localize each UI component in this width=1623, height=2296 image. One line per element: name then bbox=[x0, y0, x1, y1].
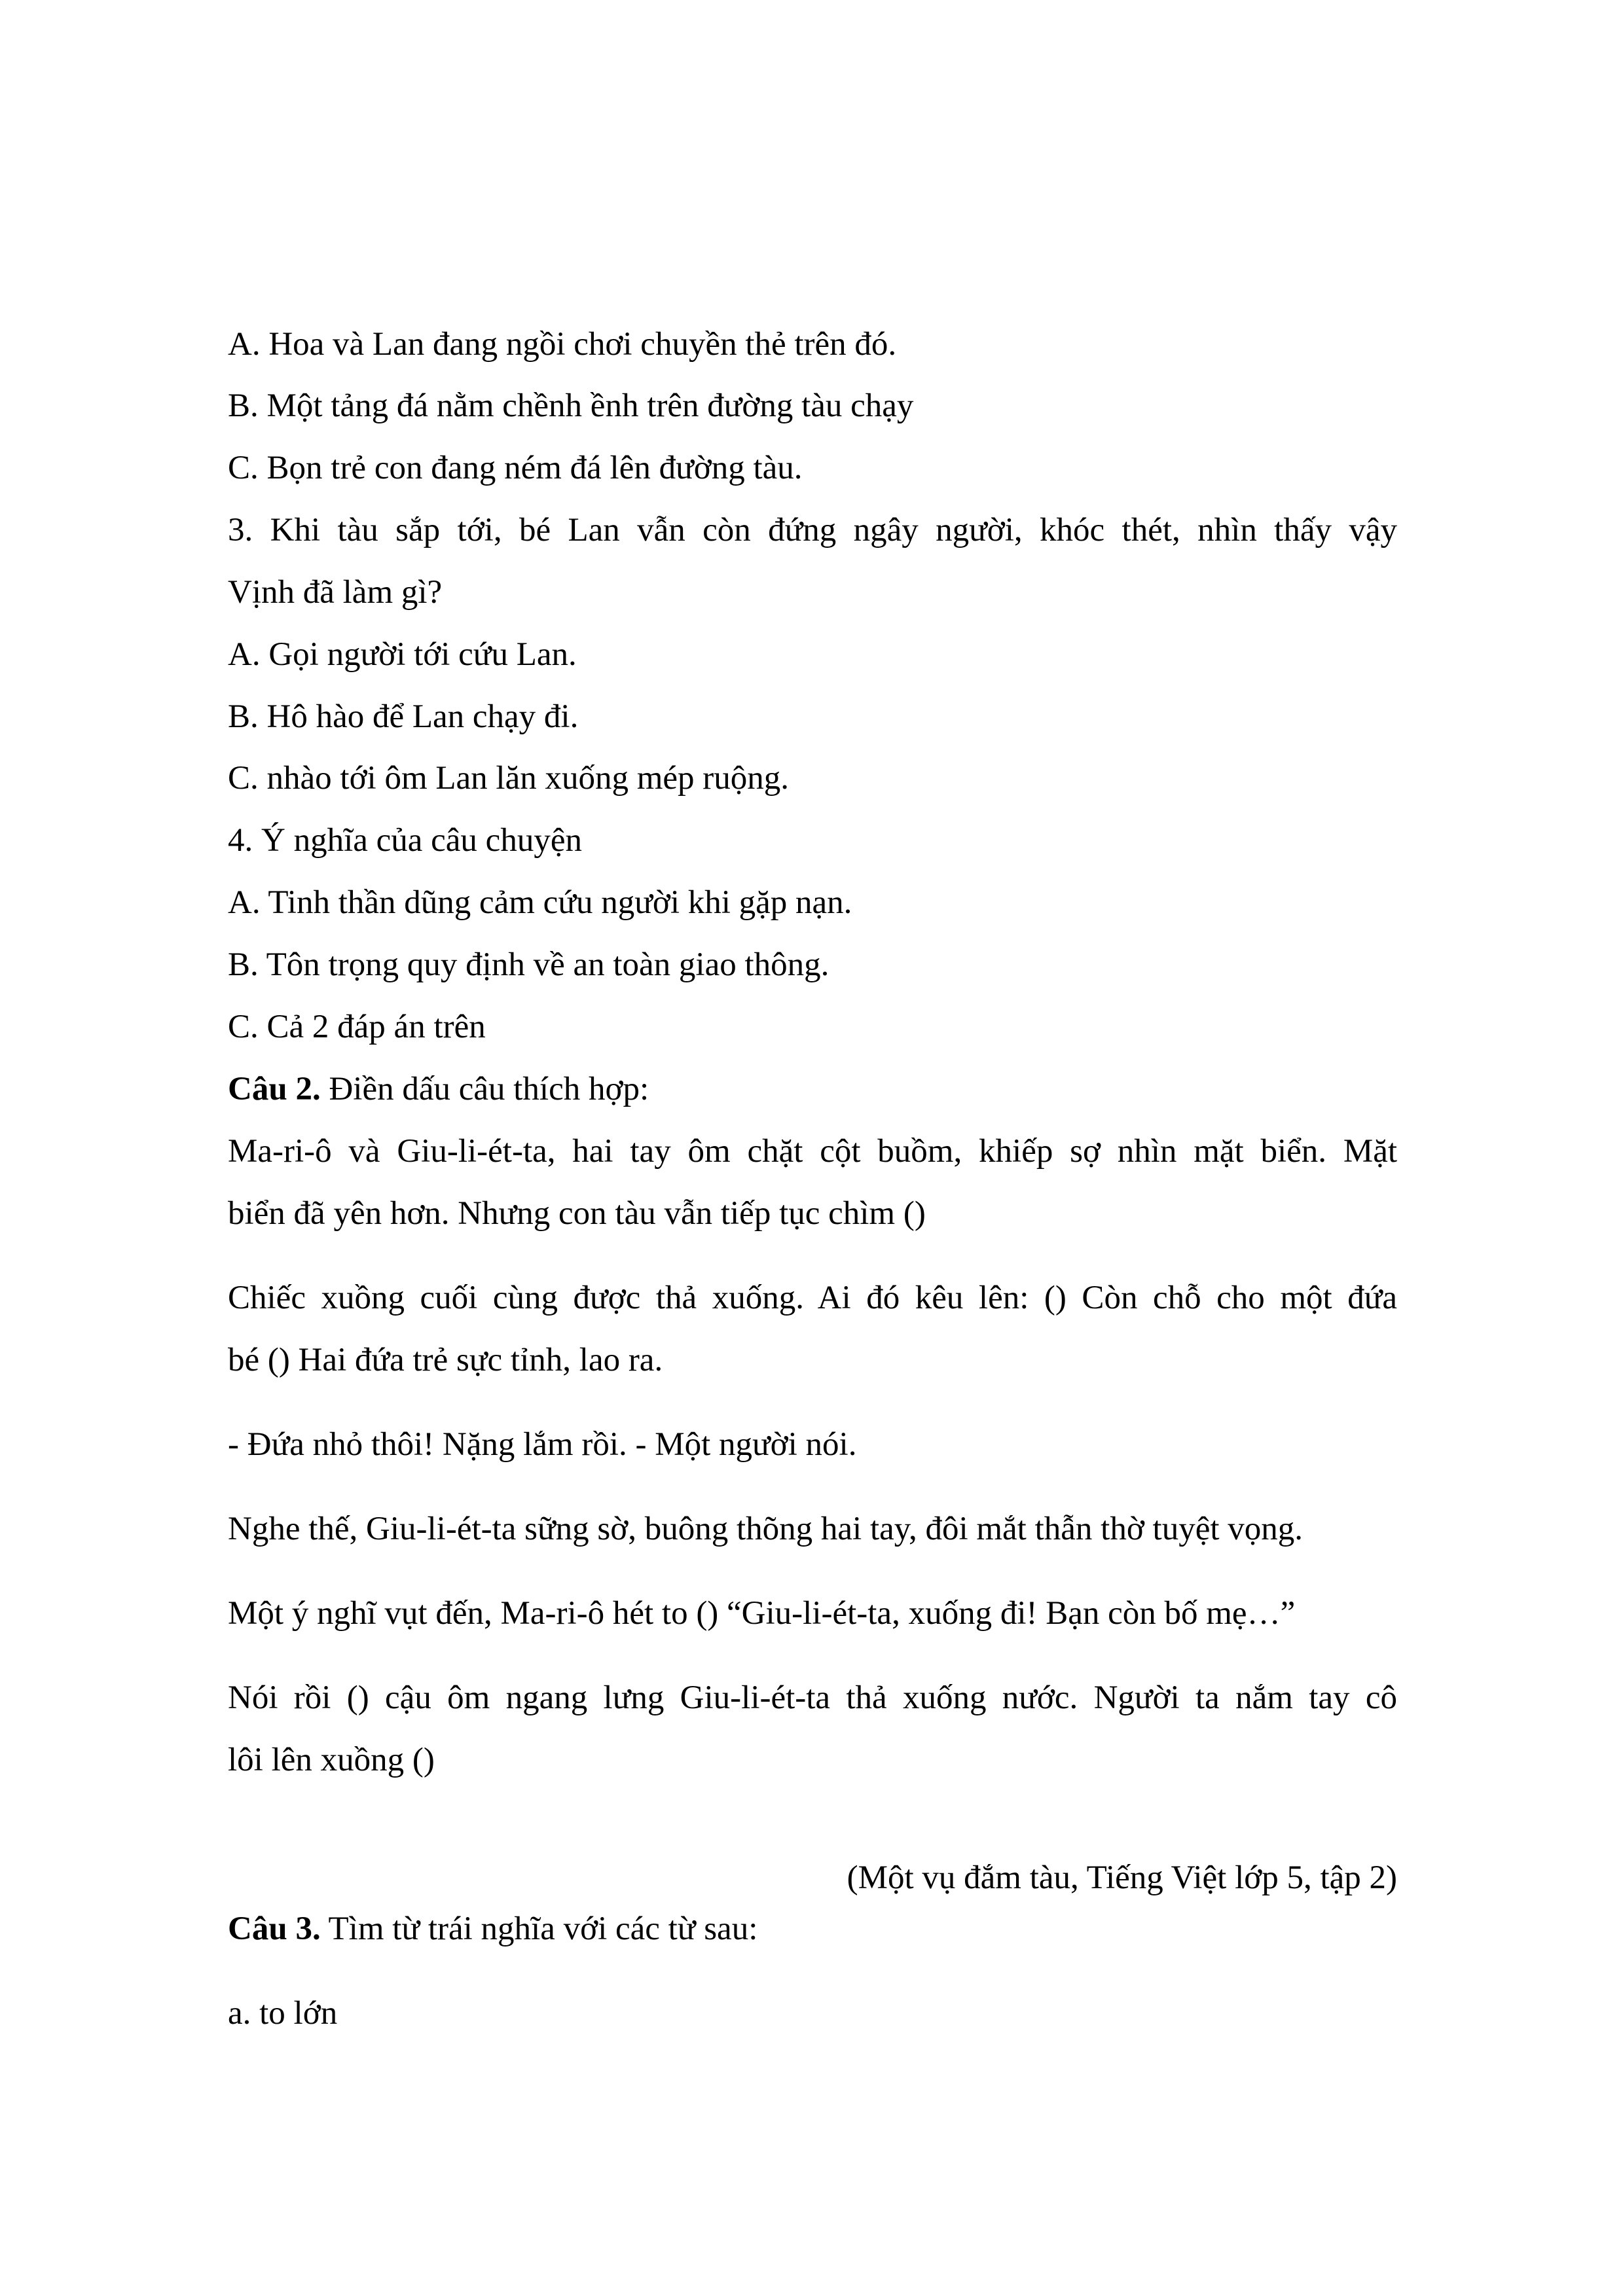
option-q2-a: A. Hoa và Lan đang ngồi chơi chuyền thẻ trên đó. bbox=[228, 326, 897, 363]
option-q3-a: A. Gọi người tới cứu Lan. bbox=[228, 636, 577, 673]
question-3-line-1: 3. Khi tàu sắp tới, bé Lan vẫn còn đứng ngây người, khóc thét, nhìn thấy vậy bbox=[228, 512, 1397, 548]
cau-2-label: Câu 2. bbox=[228, 1071, 321, 1107]
passage-p2-line-1: Chiếc xuồng cuối cùng được thả xuống. Ai đó kêu lên: () Còn chỗ cho một đứa bbox=[228, 1280, 1397, 1316]
option-q3-b: B. Hô hào để Lan chạy đi. bbox=[228, 698, 579, 735]
option-q4-b: B. Tôn trọng quy định về an toàn giao thông. bbox=[228, 946, 830, 983]
passage-source: (Một vụ đắm tàu, Tiếng Việt lớp 5, tập 2) bbox=[847, 1859, 1397, 1896]
passage-p6-line-1: Nói rồi () cậu ôm ngang lưng Giu-li-ét-ta thả xuống nước. Người ta nắm tay cô bbox=[228, 1679, 1397, 1716]
passage-p2-line-2: bé () Hai đứa trẻ sực tỉnh, lao ra. bbox=[228, 1342, 663, 1378]
cau-2-heading bbox=[228, 1069, 649, 1109]
passage-p1-line-2: biển đã yên hơn. Nhưng con tàu vẫn tiếp tục chìm () bbox=[228, 1195, 926, 1232]
passage-p5: Một ý nghĩ vụt đến, Ma-ri-ô hét to () “Giu-li-ét-ta, xuống đi! Bạn còn bố mẹ…” bbox=[228, 1595, 1296, 1632]
passage-p6-line-2: lôi lên xuồng () bbox=[228, 1742, 435, 1778]
question-4: 4. Ý nghĩa của câu chuyện bbox=[228, 822, 582, 859]
cau-3-prompt: Tìm từ trái nghĩa với các từ sau: bbox=[320, 1910, 758, 1947]
passage-p4: Nghe thế, Giu-li-ét-ta sững sờ, buông thõng hai tay, đôi mắt thẫn thờ tuyệt vọng. bbox=[228, 1511, 1304, 1547]
passage-p1-line-1: Ma-ri-ô và Giu-li-ét-ta, hai tay ôm chặt cột buồm, khiếp sợ nhìn mặt biển. Mặt bbox=[228, 1133, 1397, 1170]
option-q2-c: C. Bọn trẻ con đang ném đá lên đường tàu. bbox=[228, 450, 803, 486]
cau-3-label: Câu 3. bbox=[228, 1910, 321, 1947]
question-3-line-2: Vịnh đã làm gì? bbox=[228, 574, 443, 611]
option-q4-c: C. Cả 2 đáp án trên bbox=[228, 1009, 486, 1045]
passage-p3: - Đứa nhỏ thôi! Nặng lắm rồi. - Một người nói. bbox=[228, 1426, 857, 1463]
option-q4-a: A. Tinh thần dũng cảm cứu người khi gặp nạn. bbox=[228, 884, 852, 921]
option-q2-b: B. Một tảng đá nằm chềnh ềnh trên đường tàu chạy bbox=[228, 387, 914, 424]
cau-2-prompt: Điền dấu câu thích hợp: bbox=[320, 1071, 649, 1107]
cau-3-item-a: a. to lớn bbox=[228, 1995, 338, 2032]
cau-3-heading bbox=[228, 1909, 757, 1948]
option-q3-c: C. nhào tới ôm Lan lăn xuống mép ruộng. bbox=[228, 760, 790, 797]
